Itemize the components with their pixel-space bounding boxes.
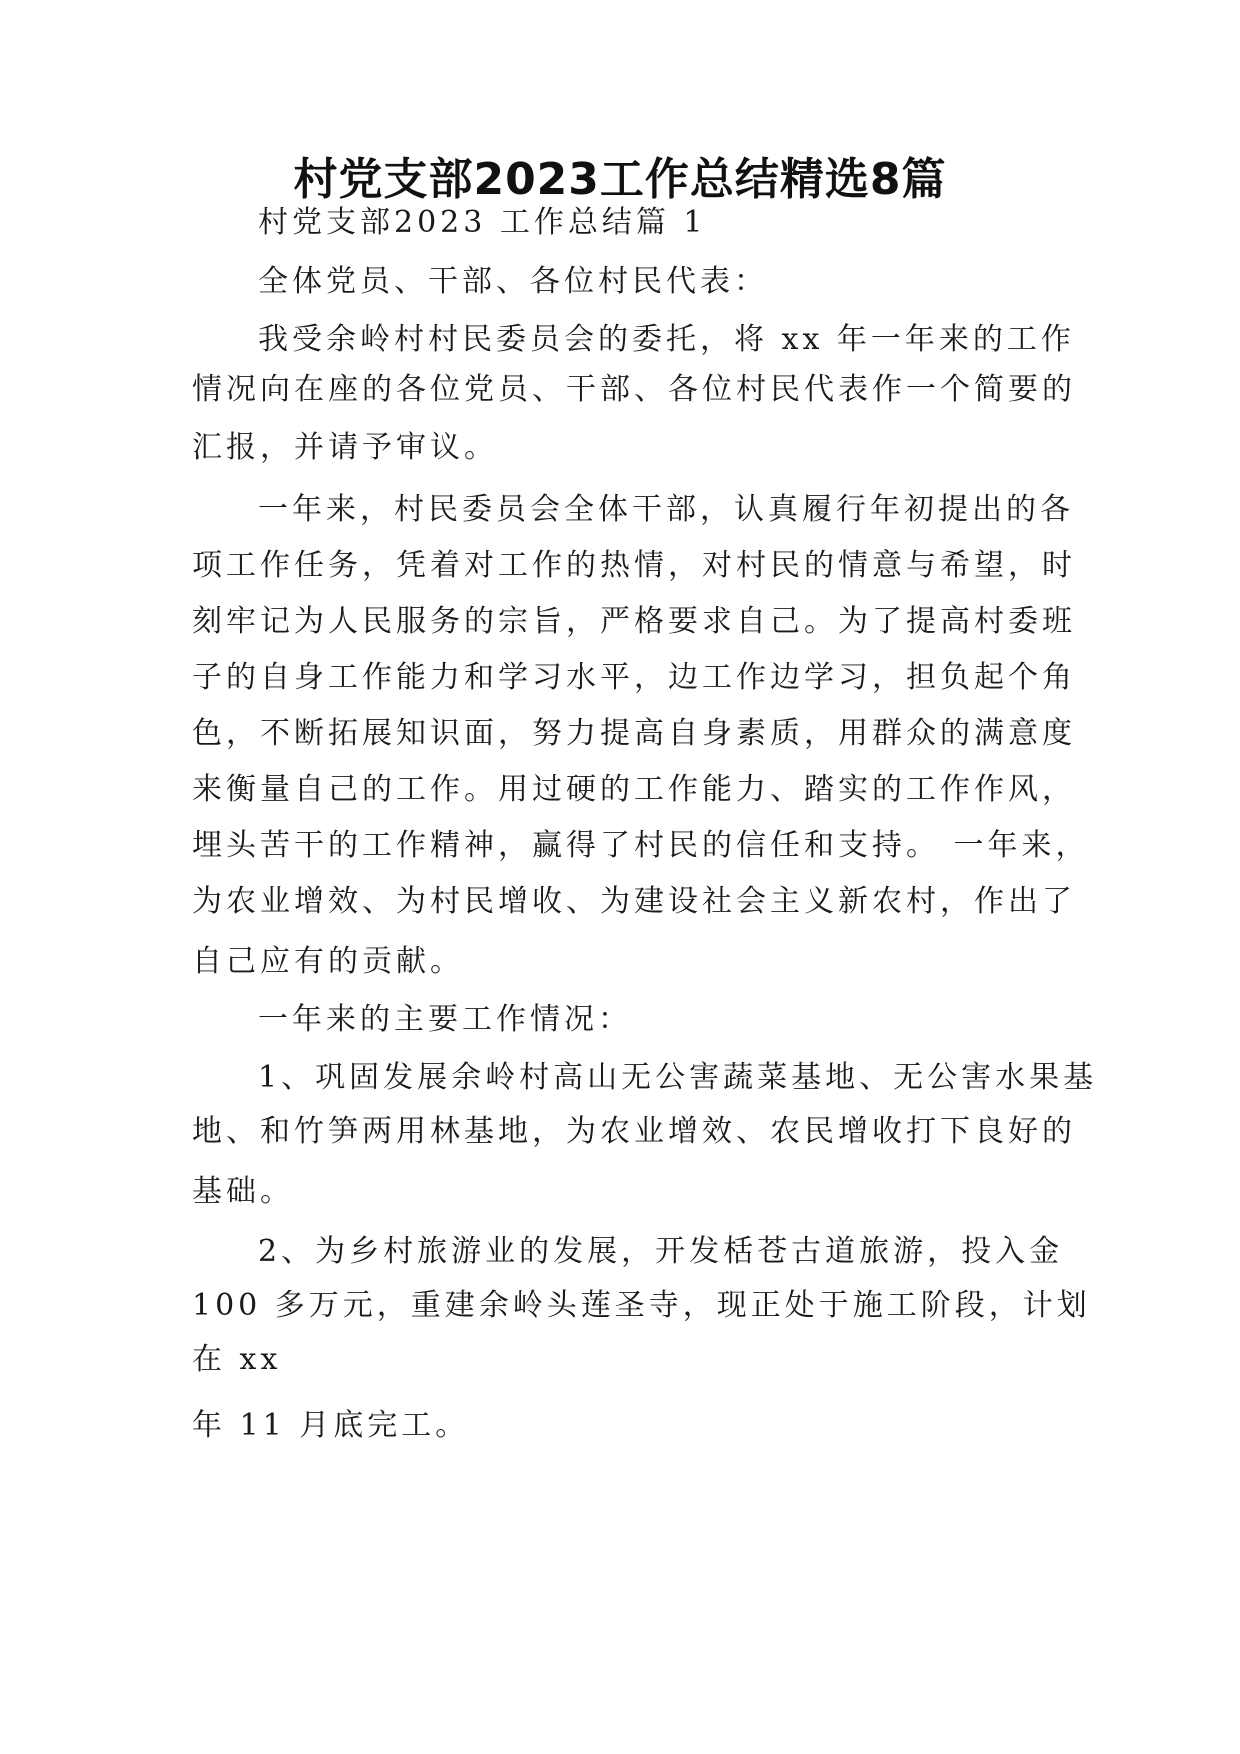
paragraph-line: 埋头苦干的工作精神，赢得了村民的信任和支持。 一年来， — [192, 828, 1090, 863]
document-title: 村党支部2023工作总结精选8篇 — [293, 154, 947, 205]
paragraph-line: 为农业增效、为村民增收、为建设社会主义新农村，作出了 — [192, 884, 1076, 919]
paragraph-line: 子的自身工作能力和学习水平，边工作边学习，担负起个角 — [192, 660, 1076, 695]
paragraph-line: 一年来，村民委员会全体干部，认真履行年初提出的各 — [258, 492, 1074, 527]
paragraph-line: 自己应有的贡献。 — [192, 944, 464, 979]
list-item-line: 年 11 月底完工。 — [192, 1408, 470, 1443]
paragraph-line: 来衡量自己的工作。用过硬的工作能力、踏实的工作作风， — [192, 772, 1076, 807]
paragraph-line: 我受余岭村村民委员会的委托，将 xx 年一年来的工作 — [258, 322, 1075, 357]
list-item-line: 2、为乡村旅游业的发展，开发栝苍古道旅游，投入金 — [258, 1234, 1064, 1269]
list-item-line: 在 xx — [192, 1342, 282, 1377]
list-item-line: 基础。 — [192, 1174, 294, 1209]
list-item-line: 1、巩固发展余岭村高山无公害蔬菜基地、无公害水果基 — [258, 1060, 1098, 1095]
list-item-line: 100 多万元，重建余岭头莲圣寺，现正处于施工阶段，计划 — [192, 1288, 1091, 1323]
paragraph-line: 情况向在座的各位党员、干部、各位村民代表作一个简要的 — [192, 372, 1076, 407]
paragraph-line: 刻牢记为人民服务的宗旨，严格要求自己。为了提高村委班 — [192, 604, 1076, 639]
subheading: 一年来的主要工作情况： — [258, 1002, 632, 1037]
paragraph-line: 项工作任务，凭着对工作的热情，对村民的情意与希望，时 — [192, 548, 1076, 583]
list-item-line: 地、和竹笋两用林基地，为农业增效、农民增收打下良好的 — [192, 1114, 1076, 1149]
salutation: 全体党员、干部、各位村民代表： — [258, 264, 768, 299]
paragraph-line: 汇报，并请予审议。 — [192, 430, 498, 465]
section-heading: 村党支部2023 工作总结篇 1 — [258, 205, 707, 240]
paragraph-line: 色，不断拓展知识面，努力提高自身素质，用群众的满意度 — [192, 716, 1076, 751]
